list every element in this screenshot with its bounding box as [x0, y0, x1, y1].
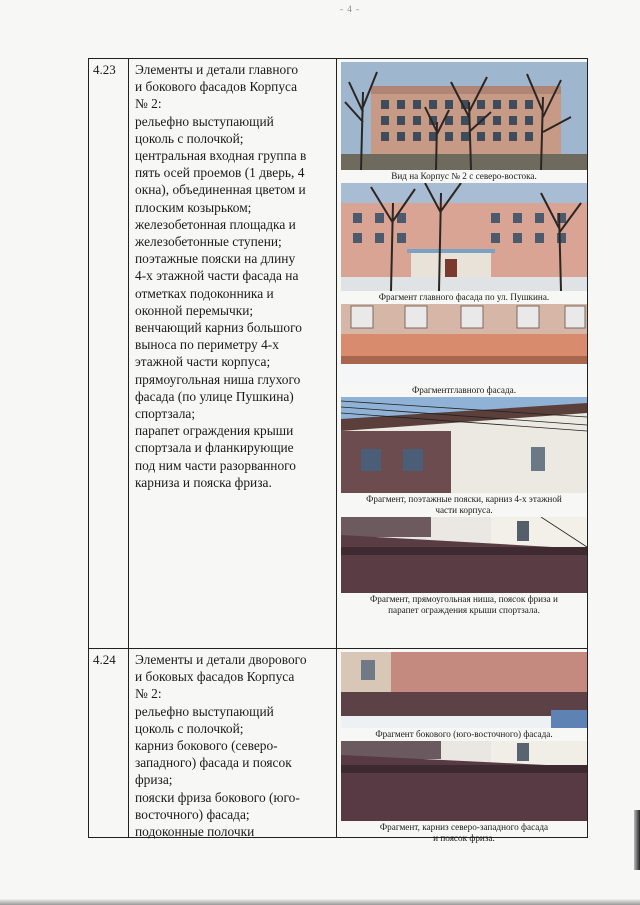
- text-line: рельефно выступающий: [135, 113, 274, 129]
- text-line: карниз бокового (северо-: [135, 738, 278, 754]
- photo-caption: Вид на Корпус № 2 с северо-востока.: [391, 171, 537, 181]
- photo-caption: Фрагмент, карниз северо-западного фасада и поясок фриза.: [379, 822, 549, 843]
- text-line: цоколь с полочкой;: [135, 130, 244, 146]
- photo-caption: Фрагмент, поэтажные пояски, карниз 4-х этажной части корпуса.: [366, 494, 562, 515]
- text-line: западного) фасада и поясок: [135, 755, 292, 771]
- photo-caption: Фрагментглавного фасада.: [412, 385, 516, 395]
- text-line: этажной части корпуса;: [135, 354, 271, 370]
- photo-floor-belts-cornice: [341, 397, 587, 493]
- text-line: Элементы и детали дворового: [135, 652, 307, 667]
- text-line: цоколь с полочкой;: [135, 720, 244, 736]
- photo-caption: Фрагмент главного фасада по ул. Пушкина.: [378, 292, 550, 302]
- row-photos: [337, 59, 587, 648]
- text-line: 4-х этажной части фасада на: [135, 268, 299, 284]
- scan-bottom-edge: [0, 899, 640, 905]
- text-line: рельефно выступающий: [135, 703, 274, 719]
- text-line: железобетонная площадка и: [135, 216, 296, 232]
- text-line: пояски фриза бокового (юго-: [135, 789, 300, 805]
- text-line: и бокового фасадов Корпуса: [135, 79, 298, 95]
- row-number: 4.24: [89, 649, 129, 838]
- photo-building-northeast-view: [341, 62, 587, 170]
- row-photos: [337, 649, 587, 843]
- text-line: плоским козырьком;: [135, 199, 252, 215]
- text-line: прямоугольная ниша глухого: [135, 371, 301, 387]
- text-line: пять осей проемов (1 дверь, 4: [135, 165, 305, 181]
- text-line: железобетонные ступени;: [135, 234, 282, 250]
- text-line: спортзала;: [135, 406, 196, 422]
- page-number-mark: - 4 -: [340, 4, 360, 14]
- text-line: отметках подоконника и: [135, 285, 274, 301]
- text-line: карниза и пояска фриза.: [135, 474, 272, 490]
- text-line: фриза;: [135, 772, 173, 788]
- text-line: венчающий карниз большого: [135, 320, 302, 336]
- text-line: выноса по периметру 4-х: [135, 337, 279, 353]
- text-line: поэтажные пояски на длину: [135, 251, 296, 267]
- text-line: фасада (по улице Пушкина): [135, 388, 294, 404]
- text-line: спортзала и фланкирующие: [135, 440, 294, 456]
- text-line: под ним части разорванного: [135, 457, 296, 473]
- scan-edge-shadow: [634, 810, 640, 870]
- text-line: восточного) фасада;: [135, 806, 250, 822]
- text-line: и боковых фасадов Корпуса: [135, 669, 295, 685]
- text-line: № 2:: [135, 686, 162, 702]
- table-row-4-23: [89, 59, 587, 649]
- text-line: Элементы и детали главного: [135, 62, 299, 77]
- text-line: окна), объединенная цветом и: [135, 182, 306, 198]
- photo-niche-parapet: [341, 517, 587, 593]
- text-line: подоконные полочки: [135, 824, 255, 840]
- monuments-table: [88, 58, 588, 843]
- photo-main-facade-fragment: [341, 304, 587, 384]
- table-row-4-24: [89, 649, 587, 843]
- photo-caption: Фрагмент, прямоугольная ниша, поясок фриза и парапет ограждения крыши спортзала.: [370, 594, 558, 615]
- photo-main-facade-pushkin: [341, 183, 587, 291]
- text-line: № 2:: [135, 96, 162, 112]
- text-line: парапет ограждения крыши: [135, 423, 294, 439]
- photo-northwest-cornice: [341, 741, 587, 821]
- text-line: центральная входная группа в: [135, 148, 307, 164]
- photo-southeast-facade: [341, 652, 587, 728]
- row-number: 4.23: [89, 59, 129, 648]
- row-description: [129, 59, 337, 648]
- photo-caption: Фрагмент бокового (юго-восточного) фасада.: [375, 729, 553, 739]
- row-description: [129, 649, 337, 838]
- text-line: оконной перемычки;: [135, 302, 254, 318]
